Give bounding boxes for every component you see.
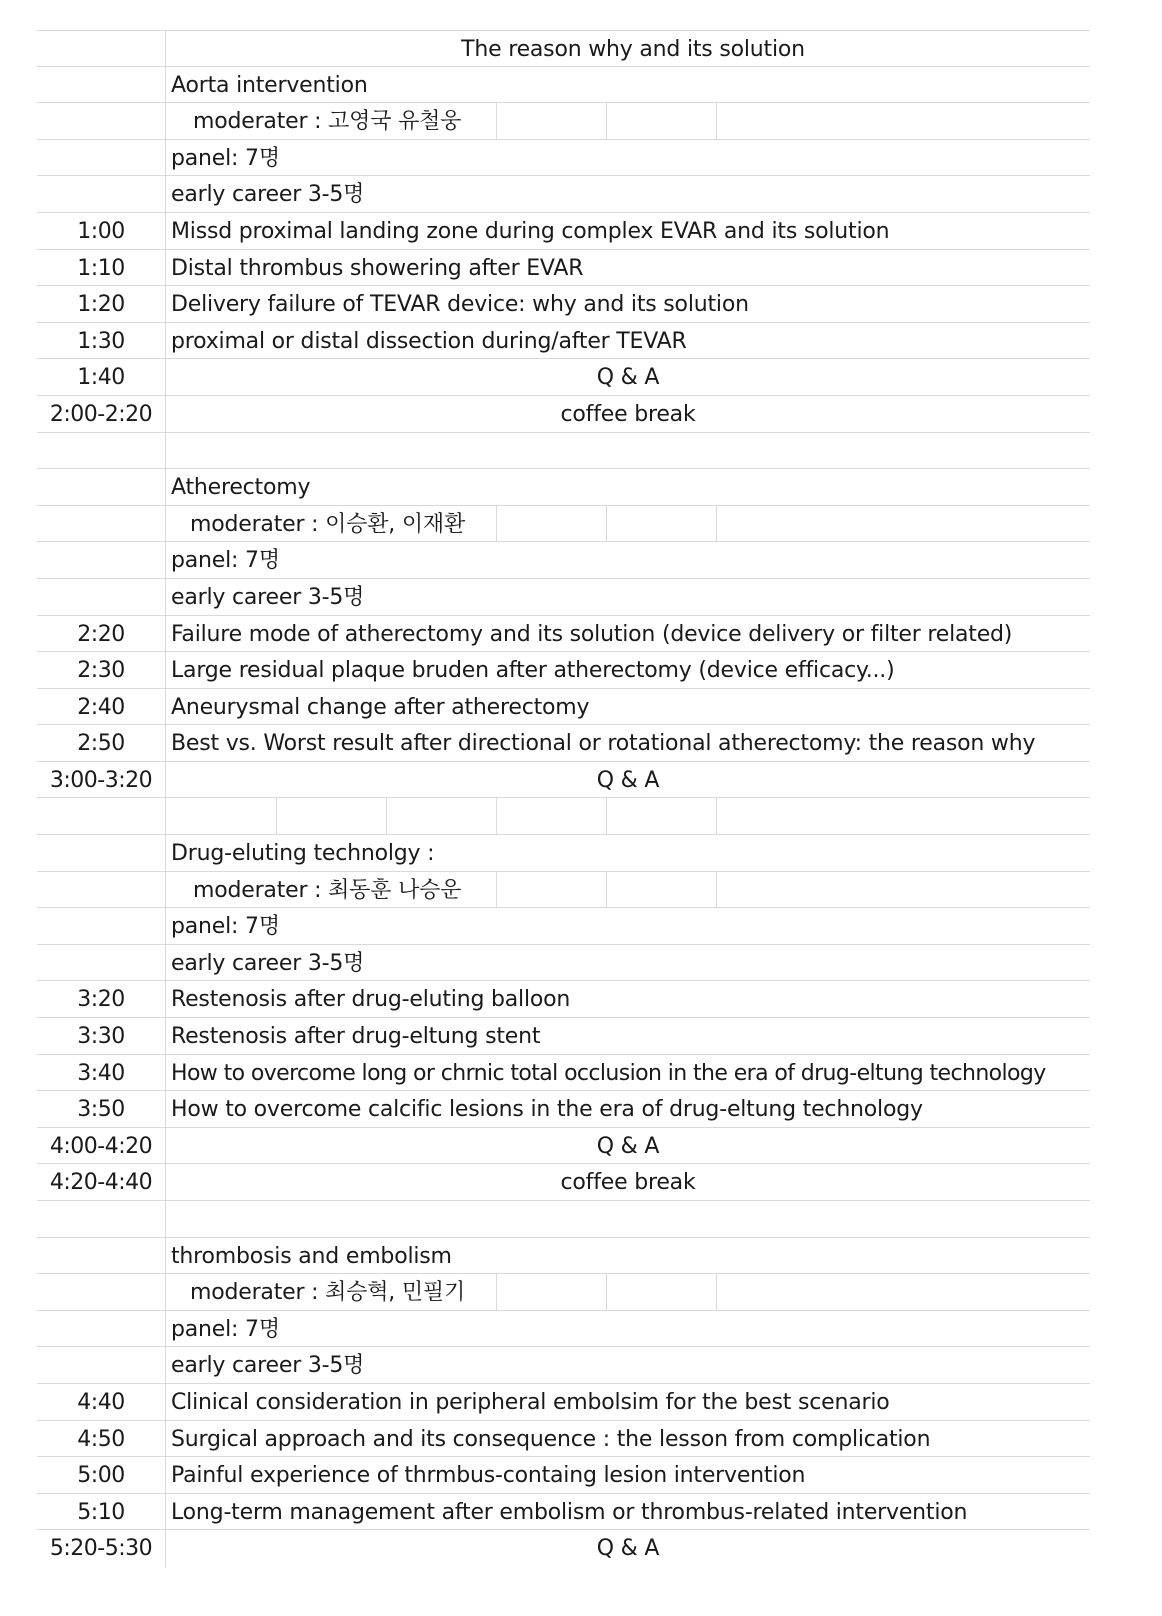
session-name-row xyxy=(37,67,1090,104)
talk-time: 3:40 xyxy=(77,1060,125,1086)
talk-time: 1:10 xyxy=(77,255,125,281)
talk-time: 2:40 xyxy=(77,694,125,720)
talk-topic: Failure mode of atherectomy and its solution (device delivery or filter related) xyxy=(171,621,1013,647)
talk-row xyxy=(37,1091,1090,1128)
time-cell xyxy=(37,31,165,66)
qa-label: Q & A xyxy=(596,767,660,793)
talk-time: 3:30 xyxy=(77,1024,125,1050)
break-time: 2:00-2:20 xyxy=(49,401,153,427)
talk-row xyxy=(37,323,1090,360)
talk-time: 5:10 xyxy=(77,1499,125,1525)
early-career-row xyxy=(37,1347,1090,1384)
talk-time: 3:20 xyxy=(77,987,125,1013)
session-name-row xyxy=(37,469,1090,506)
talk-topic: Clinical consideration in peripheral embolsim for the best scenario xyxy=(171,1389,890,1415)
header-row xyxy=(37,30,1090,67)
talk-topic: Surgical approach and its consequence : the lesson from complication xyxy=(171,1426,931,1452)
talk-topic: Delivery failure of TEVAR device: why and its solution xyxy=(171,292,749,318)
talk-row xyxy=(37,981,1090,1018)
talk-time: 1:30 xyxy=(77,328,125,354)
qa-row xyxy=(37,359,1090,396)
talk-row xyxy=(37,213,1090,250)
break-time: 4:20-4:40 xyxy=(49,1170,153,1196)
talk-topic: Large residual plaque bruden after atherectomy (device efficacy...) xyxy=(171,658,895,684)
early-career-info: early career 3-5명 xyxy=(171,1353,365,1379)
qa-row xyxy=(37,1128,1090,1165)
talk-time: 1:20 xyxy=(77,292,125,318)
talk-row xyxy=(37,286,1090,323)
talk-row xyxy=(37,1018,1090,1055)
talk-topic: Aneurysmal change after atherectomy xyxy=(171,694,590,720)
panel-info: panel: 7명 xyxy=(171,914,280,940)
talk-row xyxy=(37,1421,1090,1458)
early-career-info: early career 3-5명 xyxy=(171,182,365,208)
blank-row xyxy=(37,433,1090,470)
talk-row xyxy=(37,1457,1090,1494)
panel-info: panel: 7명 xyxy=(171,548,280,574)
talk-topic: How to overcome long or chrnic total occlusion in the era of drug-eltung technology xyxy=(171,1060,1046,1086)
early-career-row xyxy=(37,579,1090,616)
session-name-row xyxy=(37,835,1090,872)
session-name-row xyxy=(37,1238,1090,1275)
talk-time: 3:50 xyxy=(77,1097,125,1123)
moderator: moderater : 최승혁, 민필기 xyxy=(190,1280,466,1306)
talk-time: 4:40 xyxy=(77,1389,125,1415)
panel-row xyxy=(37,908,1090,945)
session-name: Drug-eluting technolgy : xyxy=(171,841,435,867)
schedule-title: The reason why and its solution xyxy=(461,37,805,62)
break-label: coffee break xyxy=(560,1170,696,1196)
qa-label: Q & A xyxy=(596,1133,660,1159)
talk-topic: Best vs. Worst result after directional or rotational atherectomy: the reason why xyxy=(171,731,1036,757)
moderator-row xyxy=(37,1274,1090,1311)
panel-info: panel: 7명 xyxy=(171,1316,280,1342)
qa-row xyxy=(37,1530,1090,1567)
talk-row xyxy=(37,250,1090,287)
talk-topic: Long-term management after embolism or thrombus-related intervention xyxy=(171,1499,968,1525)
talk-time: 2:50 xyxy=(77,731,125,757)
session-name: Atherectomy xyxy=(171,475,311,501)
panel-row xyxy=(37,542,1090,579)
moderator: moderater : 고영국 유철웅 xyxy=(193,109,462,135)
moderator: moderater : 이승환, 이재환 xyxy=(190,511,466,537)
early-career-info: early career 3-5명 xyxy=(171,950,365,976)
talk-row xyxy=(37,616,1090,653)
session-name: Aorta intervention xyxy=(171,72,368,98)
talk-topic: Painful experience of thrmbus-containg lesion intervention xyxy=(171,1463,806,1489)
break-row xyxy=(37,1164,1090,1201)
moderator: moderater : 최동훈 나승운 xyxy=(193,877,462,903)
talk-row xyxy=(37,689,1090,726)
break-row xyxy=(37,396,1090,433)
qa-label: Q & A xyxy=(596,365,660,391)
talk-topic: Restenosis after drug-eluting balloon xyxy=(171,987,571,1013)
talk-time: 5:00 xyxy=(77,1463,125,1489)
moderator-row xyxy=(37,506,1090,543)
moderator-row xyxy=(37,103,1090,140)
title-cell xyxy=(165,31,1090,66)
talk-row xyxy=(37,1055,1090,1092)
panel-row xyxy=(37,140,1090,177)
moderator-row xyxy=(37,872,1090,909)
panel-row xyxy=(37,1311,1090,1348)
talk-topic: Restenosis after drug-eltung stent xyxy=(171,1024,541,1050)
talk-row xyxy=(37,725,1090,762)
early-career-info: early career 3-5명 xyxy=(171,584,365,610)
qa-time: 5:20-5:30 xyxy=(49,1536,153,1562)
blank-row xyxy=(37,798,1090,835)
talk-row xyxy=(37,1494,1090,1531)
talk-topic: How to overcome calcific lesions in the era of drug-eltung technology xyxy=(171,1097,923,1123)
blank-row xyxy=(37,1201,1090,1238)
talk-time: 2:30 xyxy=(77,658,125,684)
schedule-sheet xyxy=(37,30,1090,1567)
qa-row xyxy=(37,762,1090,799)
talk-topic: proximal or distal dissection during/after TEVAR xyxy=(171,328,687,354)
early-career-row xyxy=(37,945,1090,982)
session-name: thrombosis and embolism xyxy=(171,1243,452,1269)
talk-topic: Distal thrombus showering after EVAR xyxy=(171,255,584,281)
qa-label: Q & A xyxy=(596,1536,660,1562)
talk-topic: Missd proximal landing zone during complex EVAR and its solution xyxy=(171,218,890,244)
talk-row xyxy=(37,652,1090,689)
qa-time: 1:40 xyxy=(77,365,125,391)
break-label: coffee break xyxy=(560,401,696,427)
talk-time: 4:50 xyxy=(77,1426,125,1452)
talk-time: 1:00 xyxy=(77,218,125,244)
panel-info: panel: 7명 xyxy=(171,145,280,171)
talk-time: 2:20 xyxy=(77,621,125,647)
qa-time: 4:00-4:20 xyxy=(49,1133,153,1159)
early-career-row xyxy=(37,176,1090,213)
qa-time: 3:00-3:20 xyxy=(49,767,153,793)
talk-row xyxy=(37,1384,1090,1421)
